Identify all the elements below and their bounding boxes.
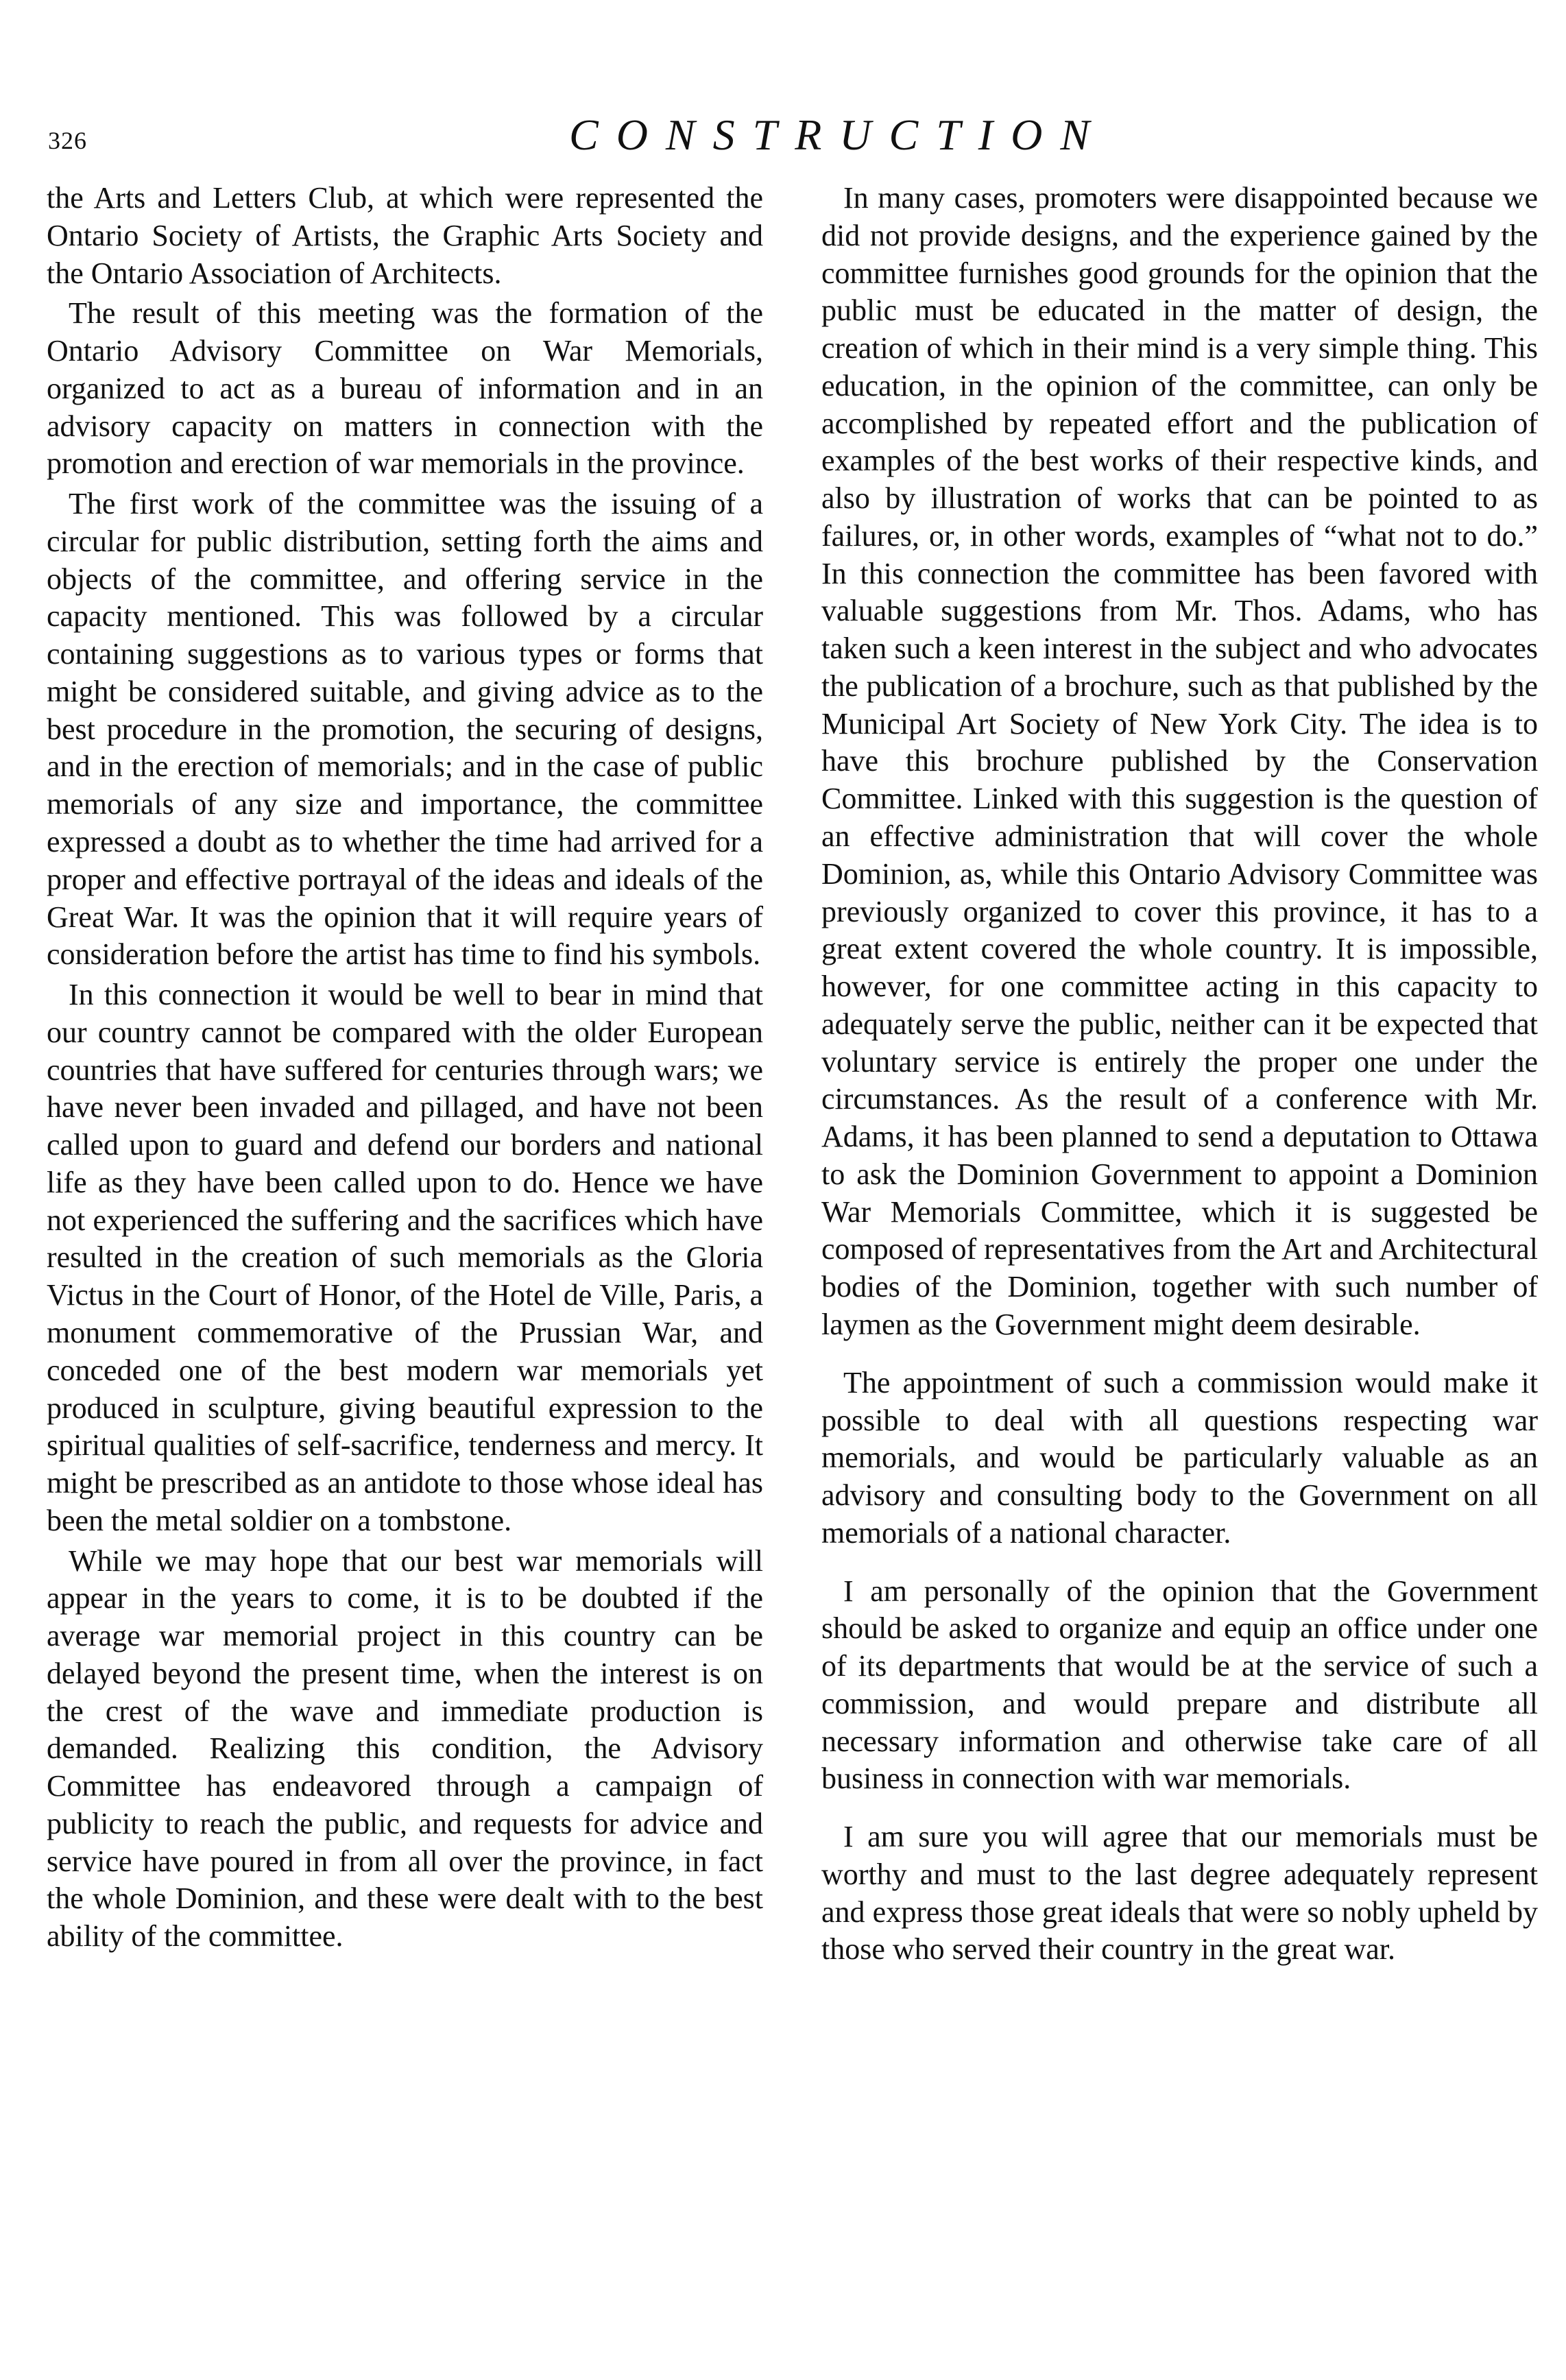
paragraph: The appointment of such a commission would make it possible to deal with all questions respecting war memorials, and would be particularly valuable as an advisory and consulting body to the Government on all memorials of a national character. [821,1365,1538,1550]
right-column [821,180,1538,1973]
page-number: 326 [48,127,87,154]
running-title: CONSTRUCTION [569,110,1107,159]
page-header [41,110,1522,165]
paragraph: While we may hope that our best war memorials will appear in the years to come, it is to be doubted if the average war memorial project in this country can be delayed beyond the present time, when the interest is on the crest of the wave and immediate production is demanded. Realizing this condition, the Advisory Committee has endeavored through a campaign of publicity to reach the public, and requests for advice and service have poured in from all over the province, in fact the whole Dominion, and these were dealt with to the best ability of the committee. [47,1543,763,1954]
left-column [47,180,763,1958]
paragraph: The first work of the committee was the issuing of a circular for public distribution, setting forth the aims and objects of the committee, and offering service in the capacity mentioned. This was followed by a circular containing suggestions as to various types or forms that might be considered suitable, and giving advice as to the best procedure in the promotion, the securing of designs, and in the erection of memorials; and in the case of public memorials of any size and importance, the committee expressed a doubt as to whether the time had arrived for a proper and effective portrayal of the ideas and ideals of the Great War. It was the opinion that it will require years of consideration before the artist has time to find his symbols. [47,487,763,972]
paragraph: The result of this meeting was the formation of the Ontario Advisory Committee on War Memorials, organized to act as a bureau of information and in an advisory capacity on matters in connection with the promotion and erection of war memorials in the province. [47,296,763,481]
paragraph: I am sure you will agree that our memorials must be worthy and must to the last degree adequately represent and express those great ideals that were so nobly upheld by those who served their country in the great war. [821,1820,1538,1967]
paragraph: In this connection it would be well to bear in mind that our country cannot be compared with the older European countries that have suffered for centuries through wars; we have never been invaded and pillaged, and have not been called upon to guard and defend our borders and national life as they have been called upon to do. Hence we have not experienced the suffering and the sacrifices which have resulted in the creation of such memorials as the Gloria Victus in the Court of Honor, of the Hotel de Ville, Paris, a monument commemorative of the Prussian War, and conceded one of the best modern war memorials yet produced in sculpture, giving beautiful expression to the spiritual qualities of self-sacrifice, tenderness and mercy. It might be prescribed as an antidote to those whose ideal has been the metal soldier on a tombstone. [47,978,763,1537]
paragraph: I am personally of the opinion that the Government should be asked to organize and equip an office under one of its departments that would be at the service of such a commission, and would prepare and distribute all necessary information and otherwise take care of all business in connection with war memorials. [821,1574,1538,1796]
paragraph: the Arts and Letters Club, at which were represented the Ontario Society of Artists, the Graphic Arts Society and the Ontario Association of Architects. [47,181,763,290]
paragraph: In many cases, promoters were disappointed because we did not provide designs, and the experience gained by the committee furnishes good grounds for the opinion that the public must be educated in the matter of design, the creation of which in their mind is a very simple thing. This education, in the opinion of the committee, can only be accomplished by repeated effort and the publication of examples of the best works of their respective kinds, and also by illustration of works that can be pointed to as failures, or, in other words, examples of “what not to do.” In this connection the committee has been favored with valuable suggestions from Mr. Thos. Adams, who has taken such a keen interest in the subject and who advocates the publication of a brochure, such as that published by the Municipal Art Society of New York City. The idea is to have this brochure published by the Conservation Committee. Linked with this suggestion is the question of an effective administration that will cover the whole Dominion, as, while this Ontario Advisory Committee was previously organized to cover this province, it has to a great extent covered the whole country. It is impossible, however, for one committee acting in this capacity to adequately serve the public, neither can it be expected that voluntary service is entirely the proper one under the circumstances. As the result of a conference with Mr. Adams, it has been planned to send a deputation to Ottawa to ask the Dominion Government to appoint a Dominion War Memorials Committee, which it is suggested be composed of representatives from the Art and Architectural bodies of the Dominion, together with such number of laymen as the Government might deem desirable. [821,181,1538,1341]
